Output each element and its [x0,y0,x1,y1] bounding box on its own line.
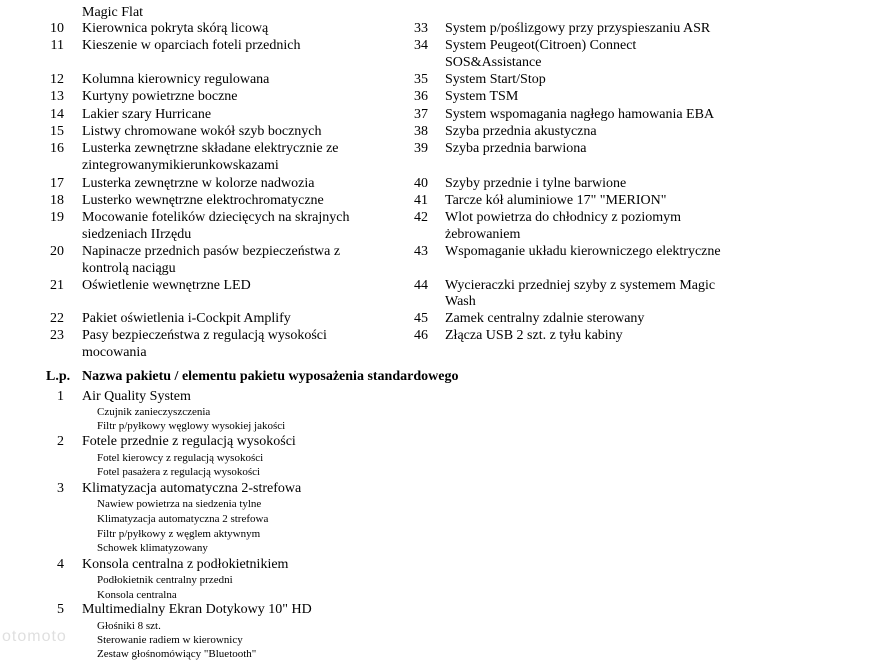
package-item: Podłokietnik centralny przedni [97,574,233,586]
package-number: 4 [57,557,64,572]
package-name: Fotele przednie z regulacją wysokości [82,434,296,449]
package-name-header: Nazwa pakietu / elementu pakietu wyposażenia standardowego [82,369,459,384]
package-number: 1 [57,389,64,404]
lp-header: L.p. [46,369,71,384]
package-name: Air Quality System [82,389,191,404]
package-number: 2 [57,434,64,449]
package-item: Czujnik zanieczyszczenia [97,406,211,418]
package-item: Konsola centralna [97,589,177,601]
package-item: Schowek klimatyzowany [97,542,208,554]
package-item: Filtr p/pyłkowy z węglem aktywnym [97,528,261,540]
package-number: 3 [57,481,64,496]
package-item: Filtr p/pyłkowy węglowy wysokiej jakości [97,420,286,432]
package-item: Głośniki 8 szt. [97,620,161,632]
package-item: Fotel kierowcy z regulacją wysokości [97,452,264,464]
package-item: Sterowanie radiem w kierownicy [97,634,243,646]
package-name: Multimedialny Ekran Dotykowy 10" HD [82,602,312,617]
package-name: Konsola centralna z podłokietnikiem [82,557,289,572]
package-item: Klimatyzacja automatyczna 2 strefowa [97,513,269,525]
package-number: 5 [57,602,64,617]
package-name: Klimatyzacja automatyczna 2-strefowa [82,481,302,496]
package-item: Zestaw głośnomówiący "Bluetooth" [97,648,257,660]
watermark-logo: otomoto [2,628,67,645]
package-item: Nawiew powietrza na siedzenia tylne [97,498,262,510]
package-item: Fotel pasażera z regulacją wysokości [97,466,261,478]
